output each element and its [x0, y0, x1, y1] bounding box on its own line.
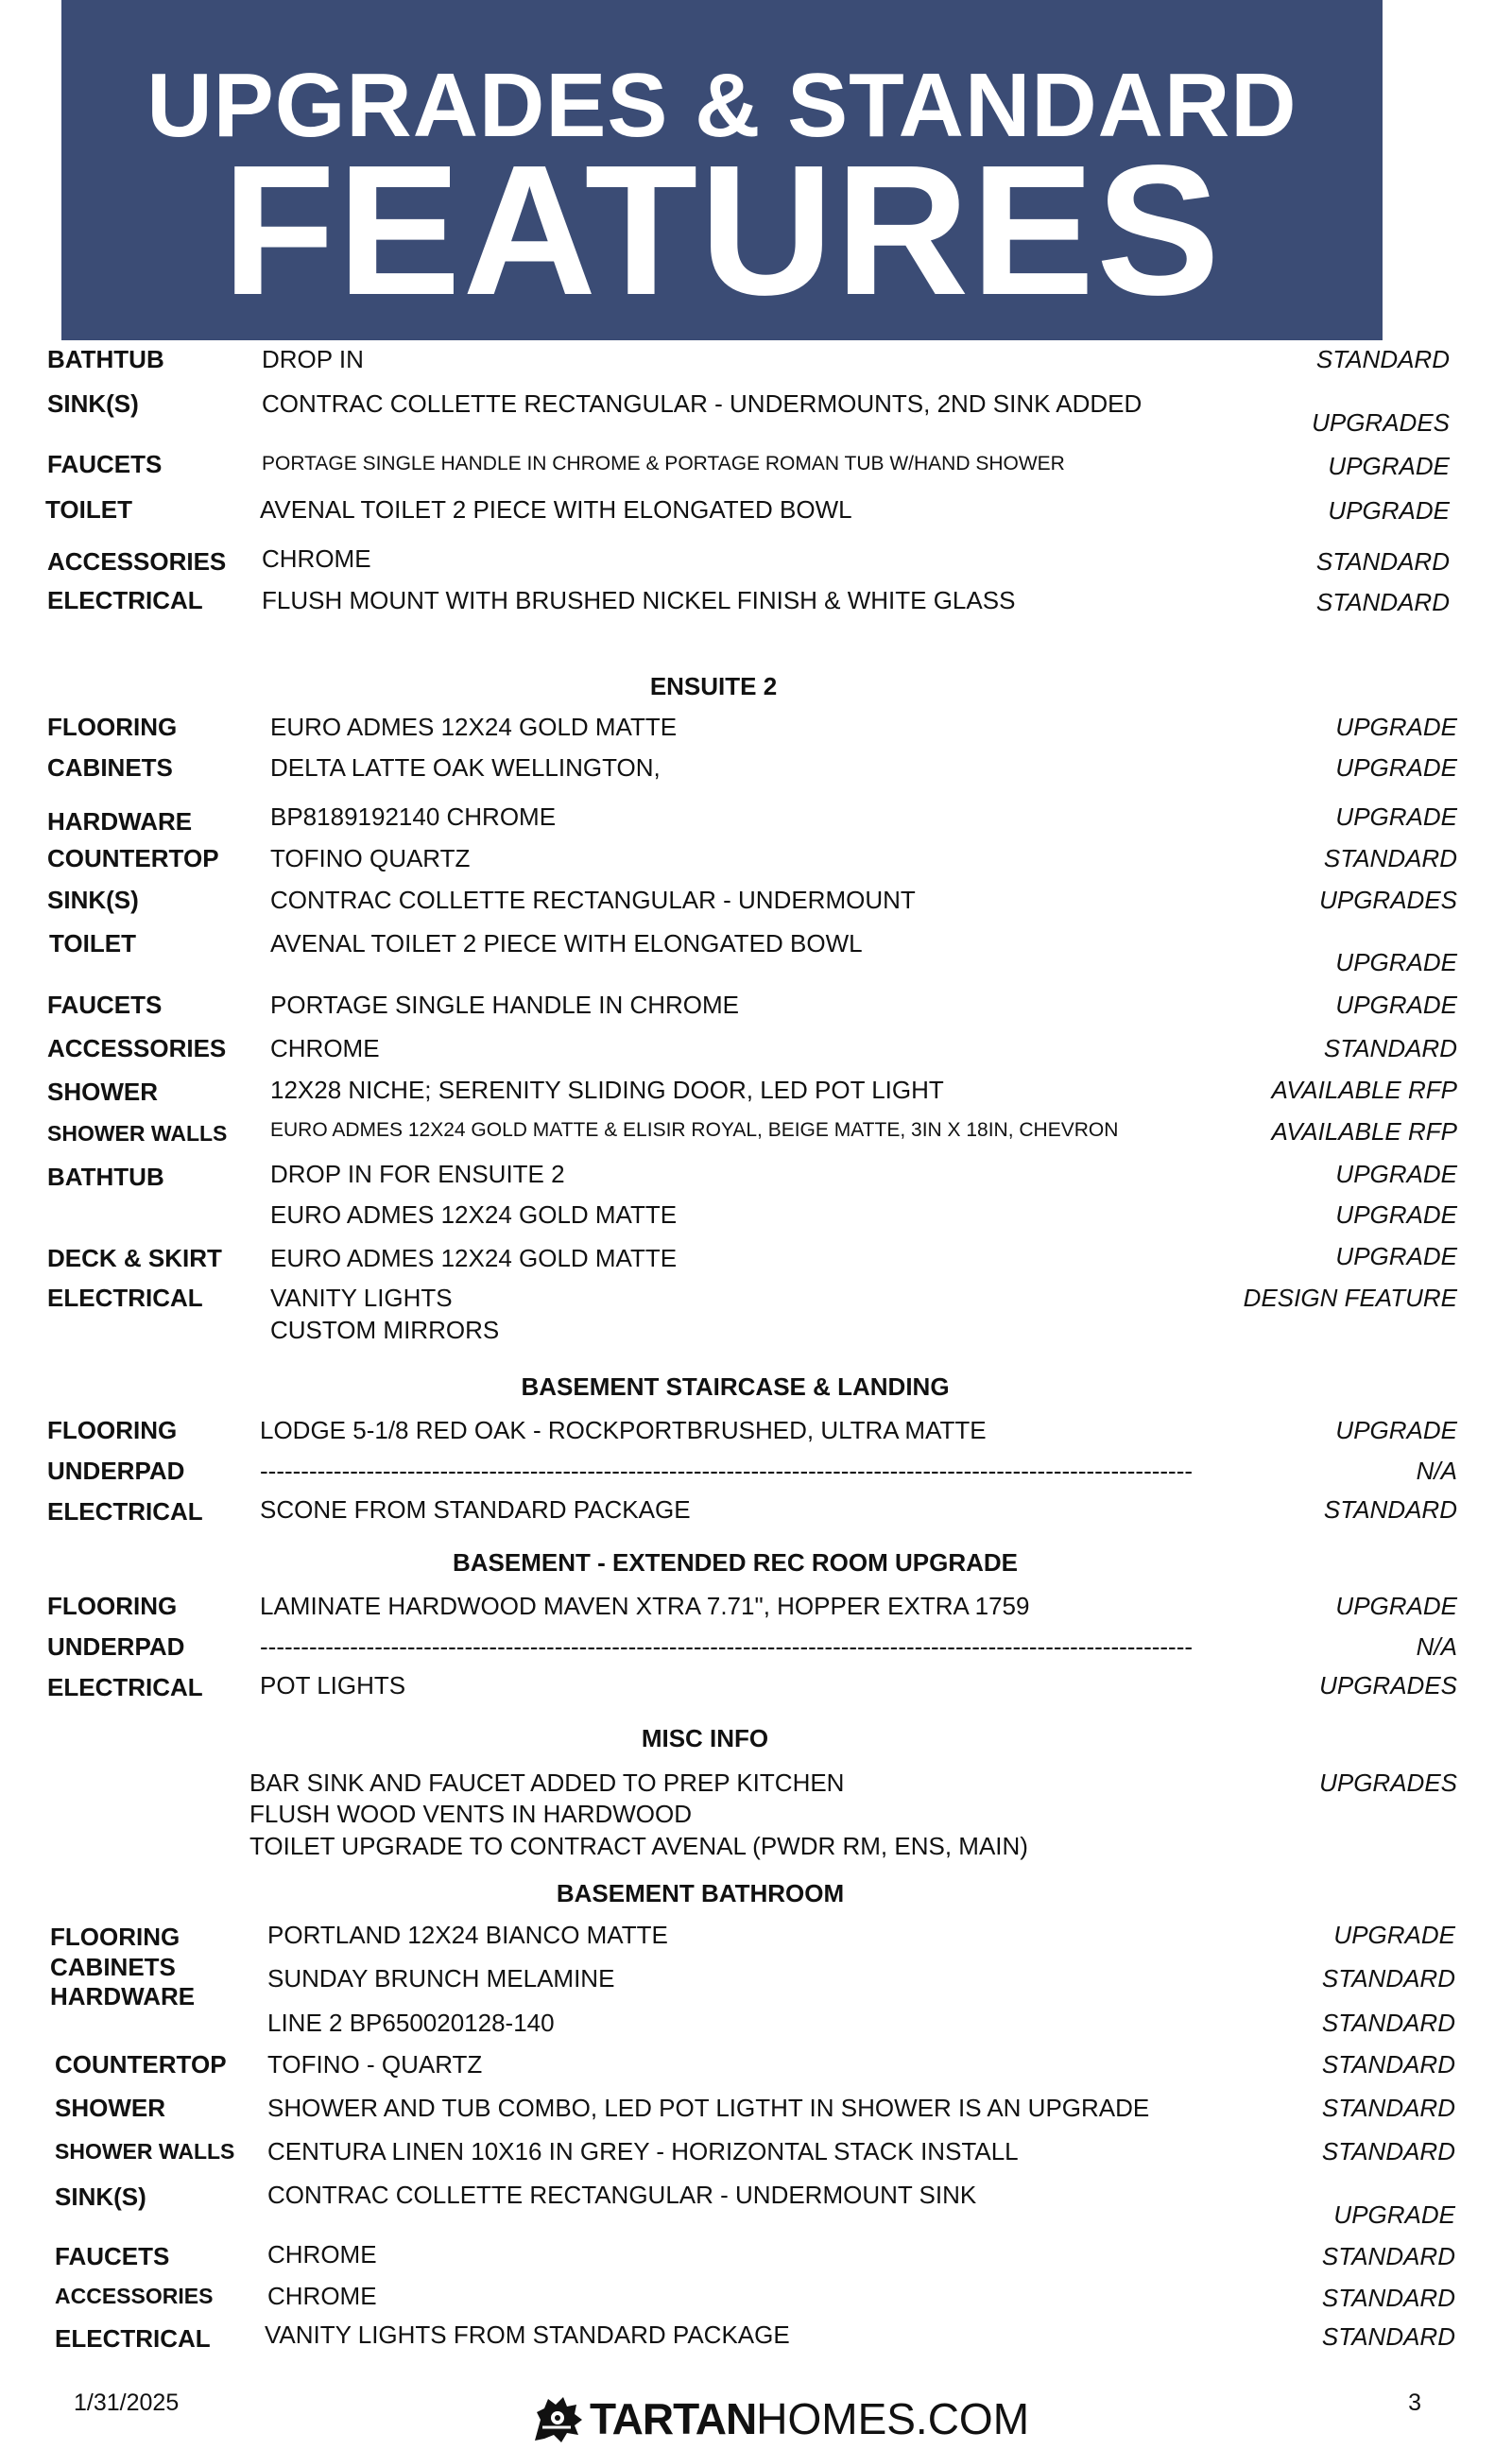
page-number: 3: [1408, 2390, 1421, 2416]
row-status: UPGRADES: [1319, 1768, 1457, 1797]
row-description: CONTRAC COLLETTE RECTANGULAR - UNDERMOUNTS, 2ND SINK ADDED: [262, 389, 1143, 418]
lion-crest-icon: [529, 2391, 588, 2450]
row-description: ------------------------------------------------------------------------------------------------------------------: [260, 1457, 1194, 1485]
row-label: ACCESSORIES: [55, 2284, 214, 2308]
row-description: CHROME: [270, 1034, 380, 1062]
row-status: UPGRADE: [1335, 753, 1457, 782]
row-status: STANDARD: [1315, 588, 1450, 616]
row-status: STANDARD: [1323, 1495, 1457, 1524]
row-status: STANDARD: [1315, 547, 1450, 576]
row-label: FAUCETS: [47, 450, 163, 478]
row-label: CABINETS: [47, 753, 173, 782]
row-description: EURO ADMES 12X24 GOLD MATTE: [270, 1244, 678, 1272]
row-description: LODGE 5-1/8 RED OAK - ROCKPORTBRUSHED, ULTRA MATTE: [260, 1416, 987, 1444]
row-label: CABINETS: [50, 1953, 176, 1981]
row-status: AVAILABLE RFP: [1271, 1076, 1457, 1104]
row-status: UPGRADES: [1319, 1671, 1457, 1699]
row-status: N/A: [1416, 1632, 1457, 1661]
row-status: STANDARD: [1321, 2322, 1455, 2351]
row-status: UPGRADE: [1333, 2200, 1455, 2229]
row-status: UPGRADE: [1328, 452, 1450, 480]
tartan-homes-logo: [529, 2391, 1030, 2450]
row-description: 12X28 NICHE; SERENITY SLIDING DOOR, LED POT LIGHT: [270, 1076, 944, 1104]
row-label: ELECTRICAL: [47, 586, 203, 614]
misc-line: FLUSH WOOD VENTS IN HARDWOOD: [249, 1800, 693, 1828]
row-description: CHROME: [267, 2240, 377, 2269]
row-description: VANITY LIGHTS: [270, 1284, 453, 1312]
footer-date: 1/31/2025: [74, 2390, 180, 2416]
row-label: SINK(S): [55, 2183, 146, 2211]
row-description: TOFINO QUARTZ: [270, 844, 471, 872]
row-description: EURO ADMES 12X24 GOLD MATTE: [270, 713, 678, 741]
row-status: UPGRADE: [1335, 1160, 1457, 1188]
row-description: TOFINO - QUARTZ: [267, 2050, 483, 2079]
row-description: SUNDAY BRUNCH MELAMINE: [267, 1964, 615, 1993]
row-status: UPGRADES: [1319, 886, 1457, 914]
row-status: UPGRADE: [1335, 1200, 1457, 1229]
row-status: N/A: [1416, 1457, 1457, 1485]
row-label: FLOORING: [47, 1592, 178, 1620]
row-status: STANDARD: [1321, 2242, 1455, 2270]
row-description: CONTRAC COLLETTE RECTANGULAR - UNDERMOUNT SINK: [267, 2181, 977, 2209]
row-label: DECK & SKIRT: [47, 1244, 222, 1272]
row-label: TOILET: [45, 495, 132, 524]
row-label: SHOWER: [47, 1078, 158, 1106]
row-label: FLOORING: [47, 713, 178, 741]
row-label: HARDWARE: [47, 807, 193, 836]
logo-wordmark: [590, 2394, 1030, 2443]
row-label: ELECTRICAL: [47, 1497, 203, 1526]
row-label: HARDWARE: [50, 1982, 196, 2010]
row-description: PORTAGE SINGLE HANDLE IN CHROME: [270, 991, 740, 1019]
row-description: FLUSH MOUNT WITH BRUSHED NICKEL FINISH & WHITE GLASS: [262, 586, 1016, 614]
row-status: STANDARD: [1321, 2050, 1455, 2079]
row-label: FLOORING: [47, 1416, 178, 1444]
row-label: UNDERPAD: [47, 1632, 185, 1661]
row-description: SHOWER AND TUB COMBO, LED POT LIGTHT IN SHOWER IS AN UPGRADE: [267, 2094, 1150, 2122]
row-description: DROP IN: [262, 345, 364, 373]
section-heading: BASEMENT STAIRCASE & LANDING: [521, 1372, 950, 1401]
logo-text-bold: TARTAN: [590, 2394, 757, 2443]
row-status: UPGRADE: [1335, 802, 1457, 831]
row-label: FAUCETS: [47, 991, 163, 1019]
row-label: UNDERPAD: [47, 1457, 185, 1485]
row-description: SCONE FROM STANDARD PACKAGE: [260, 1495, 691, 1524]
row-status: STANDARD: [1323, 844, 1457, 872]
row-label: SHOWER: [55, 2094, 165, 2122]
row-label: SHOWER WALLS: [55, 2139, 235, 2164]
row-description: VANITY LIGHTS FROM STANDARD PACKAGE: [265, 2321, 790, 2349]
row-description: CHROME: [267, 2282, 377, 2310]
title-line-2: FEATURES: [222, 127, 1222, 334]
row-description: PORTLAND 12X24 BIANCO MATTE: [267, 1921, 668, 1949]
row-status: UPGRADE: [1333, 1921, 1455, 1949]
row-description: EURO ADMES 12X24 GOLD MATTE: [270, 1200, 678, 1229]
row-status: STANDARD: [1321, 1964, 1455, 1993]
section-heading: MISC INFO: [641, 1724, 769, 1752]
row-label: COUNTERTOP: [55, 2050, 227, 2079]
row-status: UPGRADE: [1335, 991, 1457, 1019]
section-heading: BASEMENT BATHROOM: [556, 1879, 845, 1907]
row-description: CENTURA LINEN 10X16 IN GREY - HORIZONTAL STACK INSTALL: [267, 2137, 1019, 2165]
row-label: SINK(S): [47, 886, 139, 914]
row-label: ELECTRICAL: [47, 1673, 203, 1701]
row-description: CONTRAC COLLETTE RECTANGULAR - UNDERMOUNT: [270, 886, 916, 914]
row-label: BATHTUB: [47, 1163, 164, 1191]
row-description: AVENAL TOILET 2 PIECE WITH ELONGATED BOWL: [260, 495, 852, 524]
row-status: STANDARD: [1321, 2094, 1455, 2122]
row-label: SHOWER WALLS: [47, 1121, 228, 1146]
row-description: PORTAGE SINGLE HANDLE IN CHROME & PORTAGE ROMAN TUB W/HAND SHOWER: [262, 453, 1065, 474]
row-status: AVAILABLE RFP: [1271, 1117, 1457, 1146]
row-status: UPGRADE: [1335, 713, 1457, 741]
row-description: ------------------------------------------------------------------------------------------------------------------: [260, 1632, 1194, 1661]
row-status: UPGRADE: [1328, 496, 1450, 525]
row-description: AVENAL TOILET 2 PIECE WITH ELONGATED BOWL: [270, 929, 863, 958]
row-description: POT LIGHTS: [260, 1671, 406, 1699]
row-status: STANDARD: [1321, 2009, 1455, 2037]
row-label: SINK(S): [47, 389, 139, 418]
row-description: CUSTOM MIRRORS: [270, 1316, 500, 1344]
row-label: ELECTRICAL: [55, 2324, 211, 2353]
row-description: CHROME: [262, 544, 371, 573]
misc-line: BAR SINK AND FAUCET ADDED TO PREP KITCHEN: [249, 1768, 845, 1797]
row-label: TOILET: [49, 929, 136, 958]
row-description: DELTA LATTE OAK WELLINGTON,: [270, 753, 661, 782]
row-label: ACCESSORIES: [47, 1034, 227, 1062]
section-heading: BASEMENT - EXTENDED REC ROOM UPGRADE: [452, 1548, 1019, 1577]
row-status: STANDARD: [1321, 2137, 1455, 2165]
row-status: DESIGN FEATURE: [1243, 1284, 1457, 1312]
row-label: ELECTRICAL: [47, 1284, 203, 1312]
row-description: BP8189192140 CHROME: [270, 802, 557, 831]
row-status: UPGRADE: [1335, 1416, 1457, 1444]
misc-line: TOILET UPGRADE TO CONTRACT AVENAL (PWDR RM, ENS, MAIN): [249, 1832, 1028, 1860]
row-status: UPGRADE: [1335, 1592, 1457, 1620]
logo-text-rest: HOMES.COM: [756, 2394, 1030, 2443]
row-description: LAMINATE HARDWOOD MAVEN XTRA 7.71", HOPPER EXTRA 1759: [260, 1592, 1030, 1620]
row-label: ACCESSORIES: [47, 547, 227, 576]
title-banner: [61, 0, 1383, 340]
row-label: COUNTERTOP: [47, 844, 219, 872]
section-heading: ENSUITE 2: [649, 672, 778, 700]
row-status: UPGRADE: [1335, 1242, 1457, 1270]
row-status: UPGRADE: [1335, 948, 1457, 976]
row-status: STANDARD: [1315, 345, 1450, 373]
row-status: STANDARD: [1321, 2284, 1455, 2312]
title-line-1: UPGRADES & STANDARD: [146, 55, 1297, 156]
row-description: DROP IN FOR ENSUITE 2: [270, 1160, 565, 1188]
row-label: FAUCETS: [55, 2242, 170, 2270]
row-status: STANDARD: [1323, 1034, 1457, 1062]
row-description: EURO ADMES 12X24 GOLD MATTE & ELISIR ROYAL, BEIGE MATTE, 3IN X 18IN, CHEVRON: [270, 1119, 1119, 1141]
row-label: FLOORING: [50, 1923, 180, 1951]
row-label: BATHTUB: [47, 345, 164, 373]
row-description: LINE 2 BP650020128-140: [267, 2009, 555, 2037]
row-status: UPGRADES: [1312, 408, 1450, 437]
